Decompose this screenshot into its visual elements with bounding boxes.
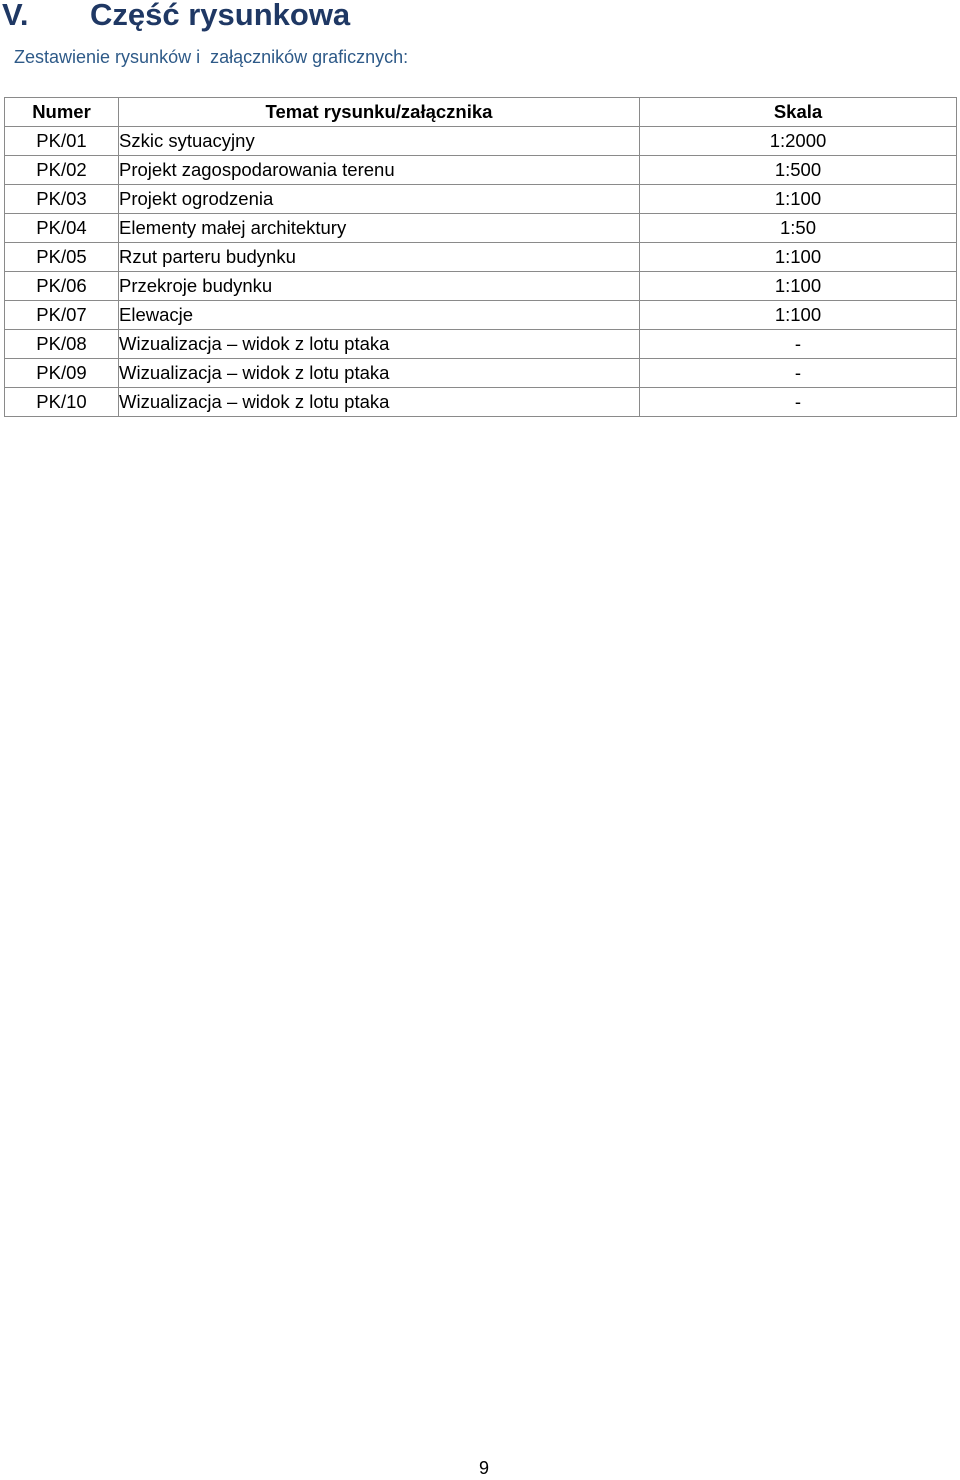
table-cell-topic: Wizualizacja – widok z lotu ptaka [119, 359, 640, 388]
header-number: Numer [5, 98, 119, 127]
table-row [5, 359, 957, 388]
table-cell-scale: 1:500 [640, 156, 957, 185]
table-row [5, 330, 957, 359]
table-cell-scale: - [640, 330, 957, 359]
table-cell-scale: 1:50 [640, 214, 957, 243]
section-number: V. [2, 0, 29, 32]
header-scale: Skala [640, 98, 957, 127]
table-cell-topic: Projekt ogrodzenia [119, 185, 640, 214]
section-title: Część rysunkowa [90, 0, 351, 32]
section-heading [0, 0, 960, 33]
table-row [5, 388, 957, 417]
table-cell-topic: Elementy małej architektury [119, 214, 640, 243]
table-row [5, 156, 957, 185]
table-cell-scale: 1:100 [640, 301, 957, 330]
table-cell-scale: 1:2000 [640, 127, 957, 156]
table-cell-number: PK/09 [5, 359, 119, 388]
table-cell-scale: 1:100 [640, 185, 957, 214]
table-cell-number: PK/01 [5, 127, 119, 156]
drawings-table [4, 97, 957, 417]
table-cell-topic: Projekt zagospodarowania terenu [119, 156, 640, 185]
table-cell-scale: - [640, 359, 957, 388]
table-cell-number: PK/06 [5, 272, 119, 301]
table-row [5, 185, 957, 214]
table-cell-number: PK/02 [5, 156, 119, 185]
table-cell-number: PK/07 [5, 301, 119, 330]
table-cell-scale: 1:100 [640, 243, 957, 272]
table-cell-number: PK/04 [5, 214, 119, 243]
table-body [5, 127, 957, 417]
table-row [5, 272, 957, 301]
table-row [5, 243, 957, 272]
table-cell-number: PK/10 [5, 388, 119, 417]
table-cell-number: PK/08 [5, 330, 119, 359]
page-number: 9 [478, 1458, 489, 1478]
table-cell-number: PK/05 [5, 243, 119, 272]
table-cell-topic: Wizualizacja – widok z lotu ptaka [119, 330, 640, 359]
table-cell-scale: 1:100 [640, 272, 957, 301]
header-topic: Temat rysunku/załącznika [119, 98, 640, 127]
table-cell-topic: Szkic sytuacyjny [119, 127, 640, 156]
table-cell-topic: Elewacje [119, 301, 640, 330]
table-cell-topic: Wizualizacja – widok z lotu ptaka [119, 388, 640, 417]
table-cell-number: PK/03 [5, 185, 119, 214]
table-row [5, 301, 957, 330]
table-row [5, 214, 957, 243]
table-cell-scale: - [640, 388, 957, 417]
table-header-row [5, 98, 957, 127]
section-subtitle: Zestawienie rysunków i załączników graficznych: [14, 47, 409, 67]
table-cell-topic: Rzut parteru budynku [119, 243, 640, 272]
table-cell-topic: Przekroje budynku [119, 272, 640, 301]
table-row [5, 127, 957, 156]
